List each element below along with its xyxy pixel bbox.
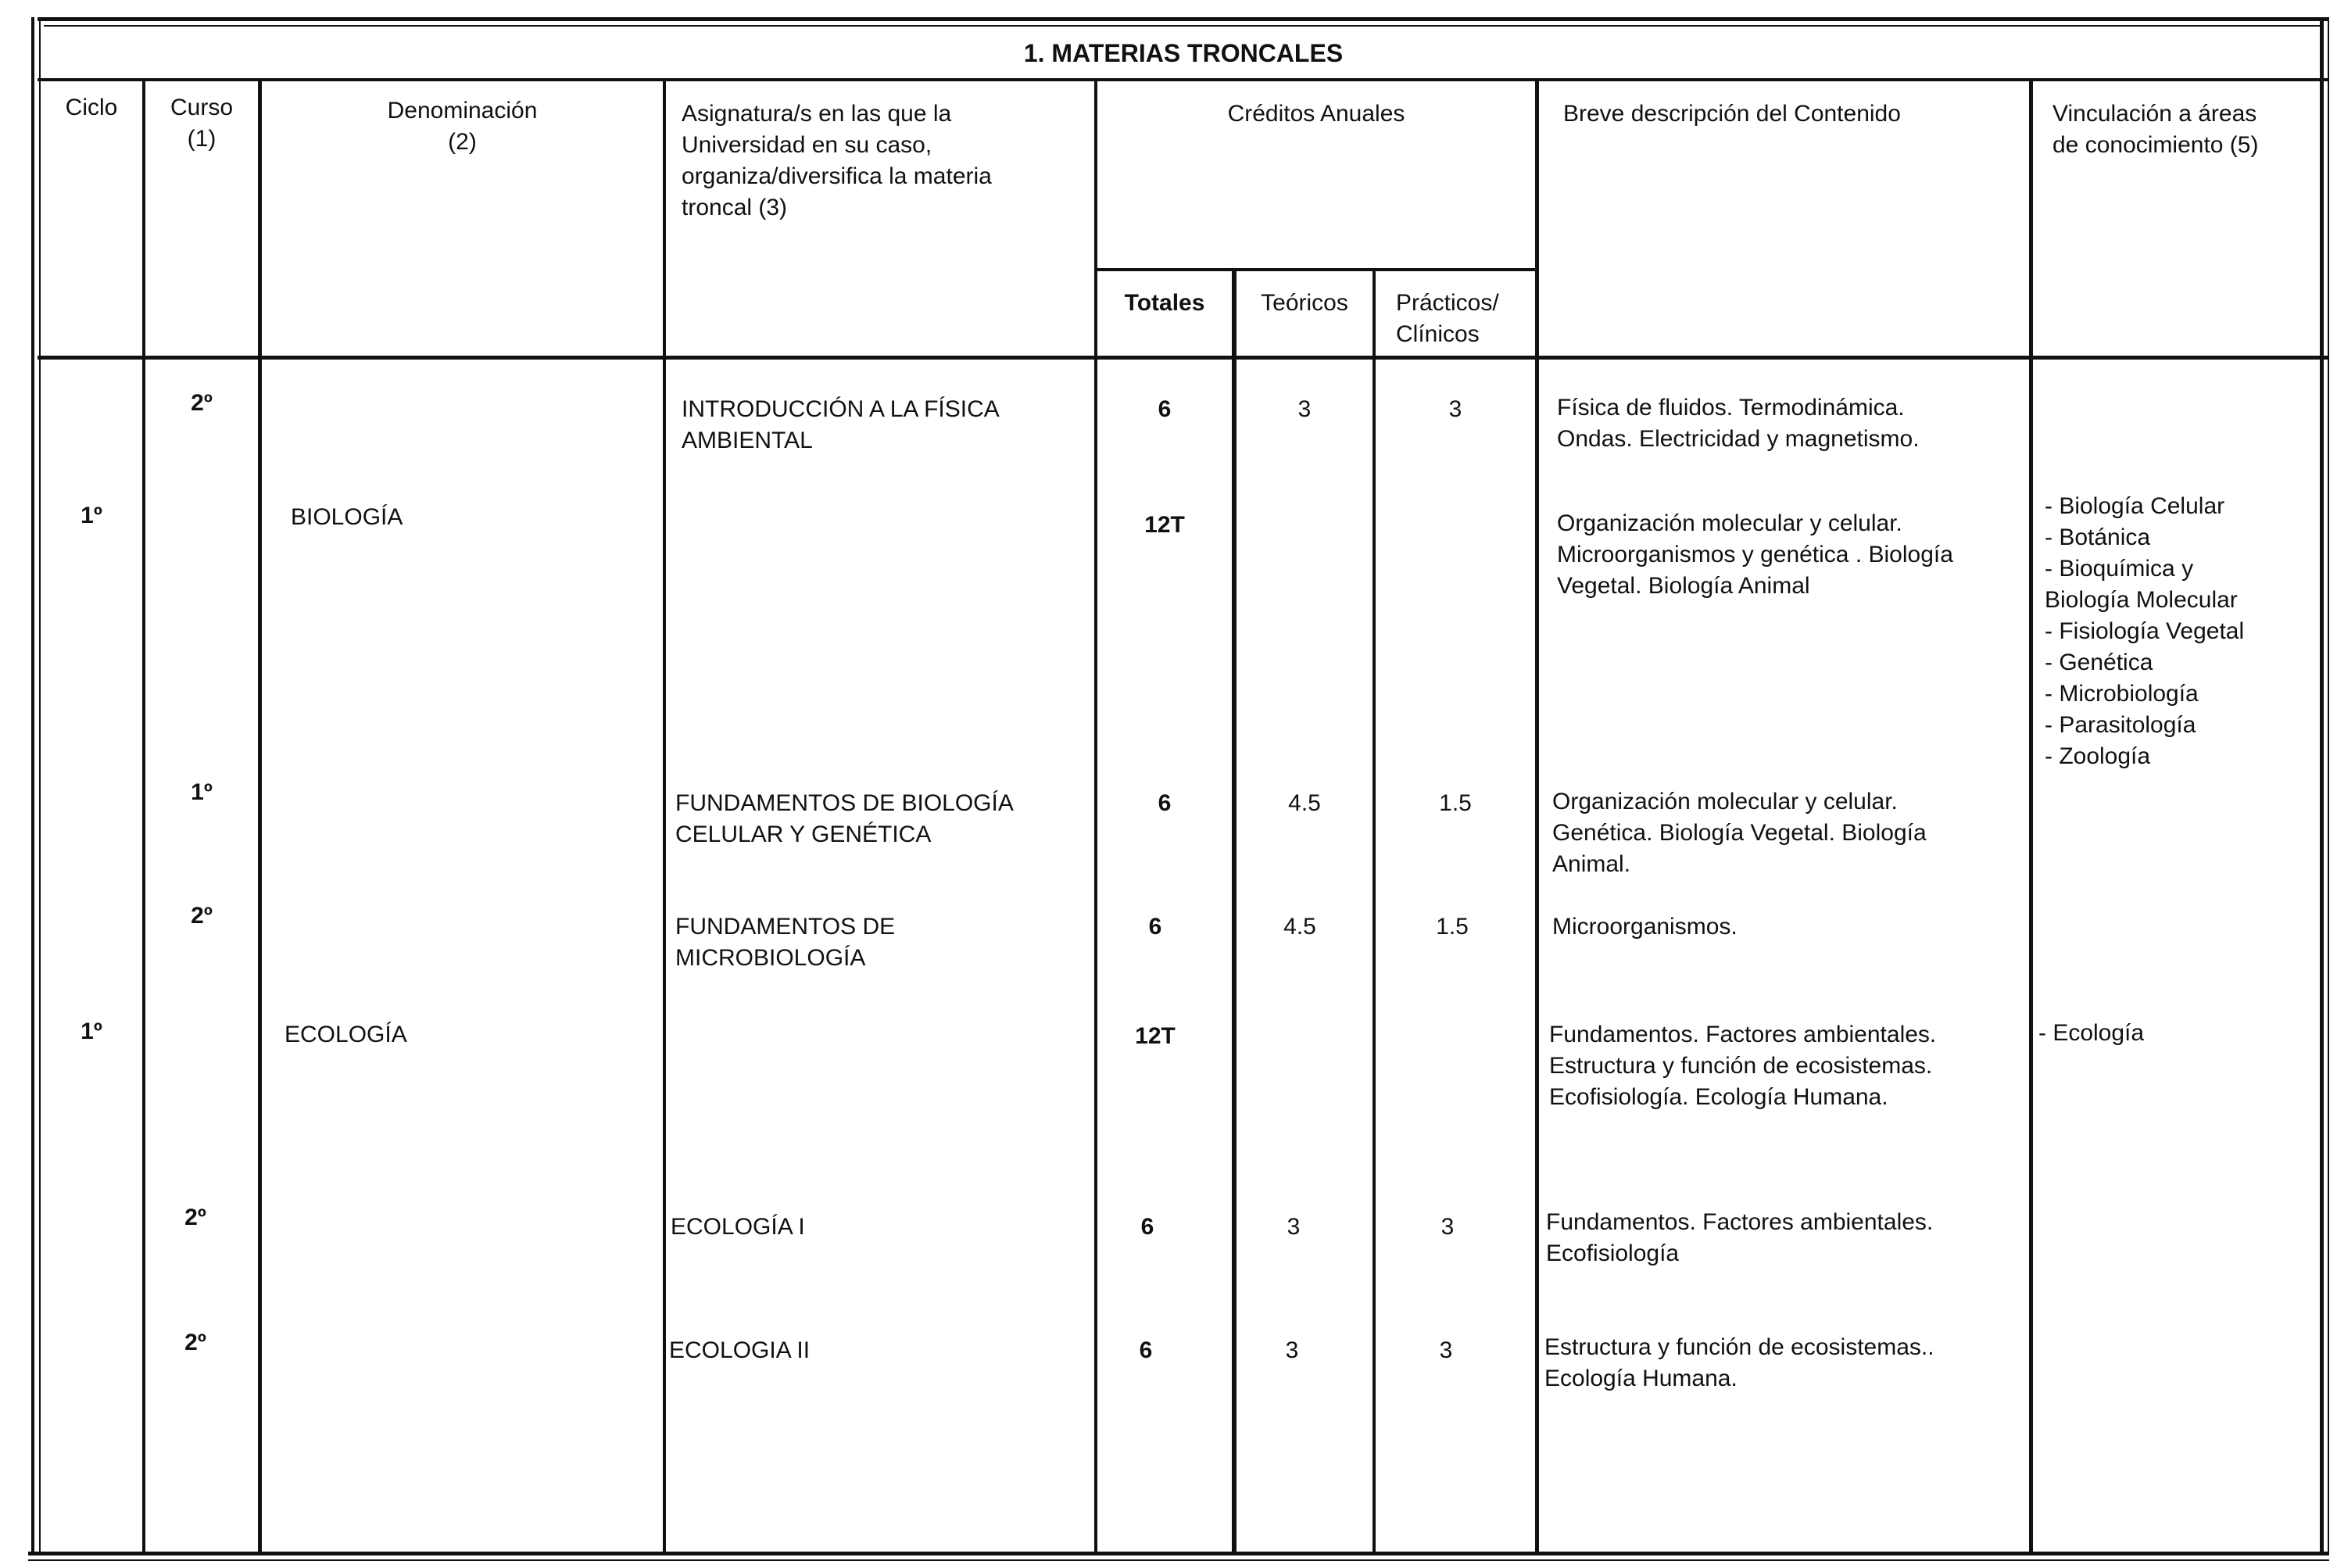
asignatura-curso: 2º bbox=[191, 390, 213, 416]
col-divider-practicos bbox=[1535, 78, 1539, 1555]
asignatura-descripcion: Fundamentos. Factores ambientales. Ecofisiología bbox=[1546, 1209, 1934, 1266]
materia-descripcion: Fundamentos. Factores ambientales. Estructura y función de ecosistemas. Ecofisiología. Ecología Humana. bbox=[1549, 1022, 1937, 1110]
asignatura-curso: 1º bbox=[191, 779, 213, 805]
asignatura-practicos: 1.5 bbox=[1436, 914, 1469, 940]
materia-denominacion: ECOLOGÍA bbox=[285, 1022, 407, 1047]
asignatura-practicos: 1.5 bbox=[1439, 790, 1472, 816]
title-divider bbox=[38, 78, 2329, 81]
header-descripcion: Breve descripción del Contenido bbox=[1563, 101, 1901, 127]
table-border-left bbox=[31, 17, 34, 1555]
materia-ciclo: 1º bbox=[81, 1018, 102, 1044]
asignatura-teoricos: 4.5 bbox=[1288, 790, 1321, 816]
header-teoricos: Teóricos bbox=[1261, 290, 1348, 316]
table-border-left-inner bbox=[39, 17, 41, 1555]
asignatura-curso: 2º bbox=[184, 1205, 206, 1230]
header-asignaturas: Asignatura/s en las que la Universidad en su caso, organiza/diversifica la materia troncal (3) bbox=[682, 101, 992, 220]
asignatura-nombre: FUNDAMENTOS DE BIOLOGÍA CELULAR Y GENÉTICA bbox=[675, 790, 1014, 847]
materia-totales: 12T bbox=[1135, 1023, 1176, 1049]
table-border-bottom-inner bbox=[28, 1559, 2329, 1561]
header-divider bbox=[38, 356, 2329, 360]
asignatura-totales: 6 bbox=[1140, 1214, 1154, 1240]
asignatura-curso: 2º bbox=[184, 1330, 206, 1355]
header-totales: Totales bbox=[1124, 290, 1205, 316]
header-ciclo: Ciclo bbox=[65, 95, 118, 120]
asignatura-nombre: FUNDAMENTOS DE MICROBIOLOGÍA bbox=[675, 914, 896, 971]
materia-ciclo: 1º bbox=[81, 503, 102, 528]
asignatura-totales: 6 bbox=[1158, 396, 1172, 422]
header-denominacion: Denominación (2) bbox=[387, 98, 538, 155]
table-border-right-outer bbox=[2328, 17, 2329, 1555]
subheader-divider bbox=[1094, 268, 1537, 271]
asignatura-descripcion: Física de fluidos. Termodinámica. Ondas. Electricidad y magnetismo. bbox=[1557, 395, 1920, 452]
asignatura-teoricos: 3 bbox=[1297, 396, 1312, 422]
table-border-top bbox=[38, 17, 2329, 21]
asignatura-descripcion: Microorganismos. bbox=[1552, 914, 1738, 940]
col-divider-denominacion bbox=[663, 78, 666, 1555]
asignatura-teoricos: 3 bbox=[1285, 1337, 1299, 1363]
table-border-bottom bbox=[28, 1552, 2329, 1555]
table-border-top-inner bbox=[44, 25, 2323, 27]
asignatura-nombre: ECOLOGIA II bbox=[669, 1337, 811, 1363]
materia-descripcion: Organización molecular y celular. Microorganismos y genética . Biología Vegetal. Biología Animal bbox=[1557, 510, 1953, 599]
header-vinculacion: Vinculación a áreas de conocimiento (5) bbox=[2052, 101, 2259, 158]
asignatura-totales: 6 bbox=[1158, 790, 1172, 816]
asignatura-descripcion: Organización molecular y celular. Genética. Biología Vegetal. Biología Animal. bbox=[1552, 789, 1927, 877]
materia-totales: 12T bbox=[1144, 512, 1185, 538]
header-practicos: Prácticos/ Clínicos bbox=[1396, 290, 1499, 347]
header-creditos-anuales: Créditos Anuales bbox=[1227, 101, 1405, 127]
asignatura-totales: 6 bbox=[1139, 1337, 1153, 1363]
materia-areas: - Biología Celular - Botánica - Bioquímica y Biología Molecular - Fisiología Vegetal - Genética - Microbiología - Parasitología - Zoología bbox=[2045, 493, 2245, 769]
col-divider-curso bbox=[258, 78, 262, 1555]
table-border-right bbox=[2320, 17, 2324, 1555]
asignatura-descripcion: Estructura y función de ecosistemas.. Ecología Humana. bbox=[1544, 1334, 1934, 1391]
asignatura-teoricos: 3 bbox=[1287, 1214, 1301, 1240]
col-divider-descripcion bbox=[2029, 78, 2033, 1555]
asignatura-nombre: ECOLOGÍA I bbox=[671, 1214, 805, 1240]
asignatura-teoricos: 4.5 bbox=[1283, 914, 1316, 940]
asignatura-nombre: INTRODUCCIÓN A LA FÍSICA AMBIENTAL bbox=[682, 396, 1000, 453]
asignatura-totales: 6 bbox=[1148, 914, 1162, 940]
asignatura-practicos: 3 bbox=[1440, 1214, 1455, 1240]
header-curso: Curso (1) bbox=[170, 95, 234, 152]
asignatura-curso: 2º bbox=[191, 903, 213, 929]
materia-areas: - Ecología bbox=[2038, 1020, 2145, 1046]
asignatura-practicos: 3 bbox=[1439, 1337, 1453, 1363]
asignatura-practicos: 3 bbox=[1448, 396, 1462, 422]
materia-denominacion: BIOLOGÍA bbox=[291, 504, 403, 530]
table-title: 1. MATERIAS TRONCALES bbox=[1023, 39, 1344, 67]
